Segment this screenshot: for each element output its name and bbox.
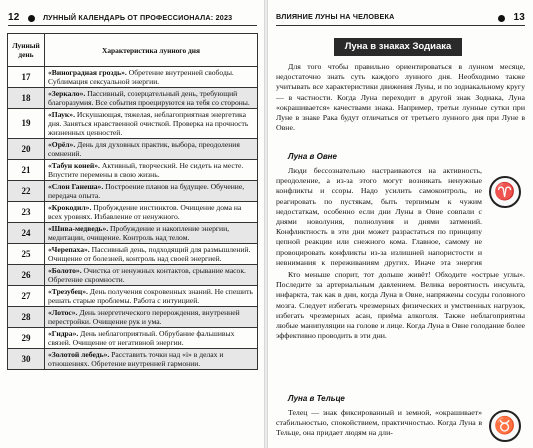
lunar-day-name: «Крокодил». [48,203,92,212]
lunar-day-text: Пассивный день, подходящий для размышлений. Очищение от болезней, контроль над своей энергией. [48,245,251,263]
lunar-day-text: Пробуждение и накопление энергии, медитации, очищение. Контроль над телом. [48,224,230,242]
lunar-day-number: 30 [8,349,45,370]
aries-paragraph-2: Кто меньше спорит, тот дольше живёт! Обходите «острые углы». Последите за артериальным давлением. Велика вероятность инсульта, инфаркта, так как в дни, когда Луна в Овне, напряжены сосуды головного мозга. Следует избегать чрезмерных физических и умственных нагрузок, избегать чрезмерных асан, приёма алкоголя. Также неблагоприятны любые манипуляции на голове и лице. Когда Луна в Овне голодание более эффективно проводить в эти дни. [276,270,525,341]
taurus-paragraph: Телец — знак фиксированный и земной, «окрашивает» стабильностью, спокойствием, практичностью. Когда Луна в Тельце, она придает людям на дли- [276,408,482,438]
table-row [8,286,258,307]
lunar-day-name: «Гидра». [48,329,79,338]
left-page [0,0,265,448]
table-row [8,349,258,370]
column-header-day: Лунный день [8,34,45,67]
lunar-day-name: «Зеркало». [48,89,86,98]
aries-heading: Луна в Овне [288,152,337,161]
lunar-day-name: «Трезубец». [48,287,88,296]
lunar-day-description [45,67,258,88]
lunar-day-text: Искушающая, тяжелая, неблагоприятная энергетика дня. Заняться нравственной очисткой. Проверка на прочность жизненных ценностей. [48,110,249,137]
lunar-day-text: Пассивный, созерцательный день, требующий благоразумия. Все события проецируются на тебя со стороны. [48,89,250,107]
lunar-day-text: Пробуждение инстинктов. Очищение дома на всех уровнях. Избавление от ненужного. [48,203,242,221]
lunar-day-text: Очистка от ненужных контактов, срывание масок. Обретение скромности. [48,266,246,284]
lunar-day-text: День получения сокровенных знаний. Не спешить решать старые проблемы. Работа с интуицией. [48,287,253,305]
table-row [8,109,258,139]
lunar-day-description [45,202,258,223]
left-running-head [8,12,257,26]
lunar-day-description [45,181,258,202]
table-row [8,265,258,286]
lunar-day-number: 24 [8,223,45,244]
lunar-day-text: Активный, творческий. Не сидеть на месте. Впустите перемены в свою жизнь. [48,161,244,179]
lunar-day-name: «Виноградная гроздь». [48,68,127,77]
bullet-dot-icon [28,15,35,22]
table-header-row [8,34,258,67]
aries-ram-icon: ♈ [489,176,521,208]
column-header-description: Характеристика лунного дня [45,34,258,67]
left-running-title: ЛУННЫЙ КАЛЕНДАРЬ ОТ ПРОФЕССИОНАЛА: 2023 [42,13,233,22]
table-row [8,67,258,88]
lunar-day-description [45,88,258,109]
table-row [8,181,258,202]
lunar-day-name: «Паук». [48,110,75,119]
section-title: Луна в знаках Зодиака [334,38,462,56]
header-rule [276,25,525,26]
table-row [8,139,258,160]
right-running-title: ВЛИЯНИЕ ЛУНЫ НА ЧЕЛОВЕКА [276,12,395,21]
lunar-day-name: «Шива-медведь». [48,224,109,233]
lunar-day-number: 17 [8,67,45,88]
lunar-day-description [45,223,258,244]
lunar-day-number: 21 [8,160,45,181]
lunar-day-description [45,109,258,139]
table-row [8,223,258,244]
header-rule [8,25,257,26]
lunar-day-description [45,286,258,307]
lunar-day-number: 18 [8,88,45,109]
lunar-day-description [45,265,258,286]
lunar-day-description [45,349,258,370]
lunar-day-number: 19 [8,109,45,139]
taurus-heading: Луна в Тельце [288,394,345,403]
lunar-day-description [45,244,258,265]
table-row [8,307,258,328]
lunar-day-number: 22 [8,181,45,202]
lunar-day-name: «Болото». [48,266,82,275]
lunar-day-name: «Лотос». [48,308,78,317]
lunar-day-number: 25 [8,244,45,265]
page-number-left: 12 [8,12,20,23]
lunar-day-number: 28 [8,307,45,328]
lunar-day-description [45,328,258,349]
lunar-day-name: «Табун коней». [48,161,100,170]
lunar-day-name: «Орёл». [48,140,76,149]
lunar-day-name: «Черепаха». [48,245,90,254]
lunar-day-text: День для духовных практик, выбора, преодоления сомнений. [48,140,240,158]
lunar-day-number: 20 [8,139,45,160]
table-row [8,160,258,181]
aries-paragraph: Люди бессознательно настраиваются на активность, преодоление, а из-за этого могут возникать ненужные конфликты и ссоры. Надо усилить самоконтроль, не реагировать по пустякам, быть терпимым к чужим недостаткам, особенно если дни Луны в Овне совпали с днями новолуния, полнолуния и днями затмений. Конфликтность в эти дни может разрастаться по принципу цепной реакции или снежного кома. Главное, самому не провоцировать конфликты из-за излишней напористости и невнимания к переживаниям других. Иначе эта энергия [276,166,482,267]
lunar-day-description [45,160,258,181]
lunar-day-text: Построение планов на будущее. Обучение, передача опыта. [48,182,245,200]
lunar-day-text: Расставить точки над «i» в делах и отношениях. Обретение внутренней гармонии. [48,350,224,368]
intro-paragraph: Для того чтобы правильно ориентироваться в лунном месяце, недостаточно знать суть каждого лунного дня. Необходимо также учитывать все характеристики движения Луны, и по зодиакальному кругу — в частности. Когда Луна переходит в другой знак Зодиака, Луна «окрашивается» качествами знака. Например, третьи лунные сутки при Луне в знаке Рака будут отличаться от третьего лунного дня при Луне в Овне. [276,62,525,133]
taurus-bull-icon: ♉ [489,410,521,442]
table-row [8,328,258,349]
lunar-day-description [45,307,258,328]
lunar-day-text: Обретение внутренней свободы. Сублимация сексуальной энергии. [48,68,234,86]
right-page [268,0,533,448]
table-row [8,244,258,265]
lunar-day-number: 26 [8,265,45,286]
lunar-day-name: «Слон Ганеша». [48,182,104,191]
right-running-head [276,12,525,26]
table-row [8,202,258,223]
lunar-day-number: 23 [8,202,45,223]
lunar-day-description [45,139,258,160]
lunar-day-text: День энергетического перерождения, внутренней перестройки. Очищение рук и ума. [48,308,240,326]
lunar-days-table [7,33,258,370]
lunar-day-number: 29 [8,328,45,349]
table-row [8,88,258,109]
lunar-day-name: «Золотой лебедь». [48,350,110,359]
lunar-day-number: 27 [8,286,45,307]
page-number-right: 13 [513,12,525,23]
lunar-day-text: День неблагоприятный. Обрубание фальшивых связей. Очищение от негативной энергии. [48,329,235,347]
bullet-dot-icon [498,15,505,22]
